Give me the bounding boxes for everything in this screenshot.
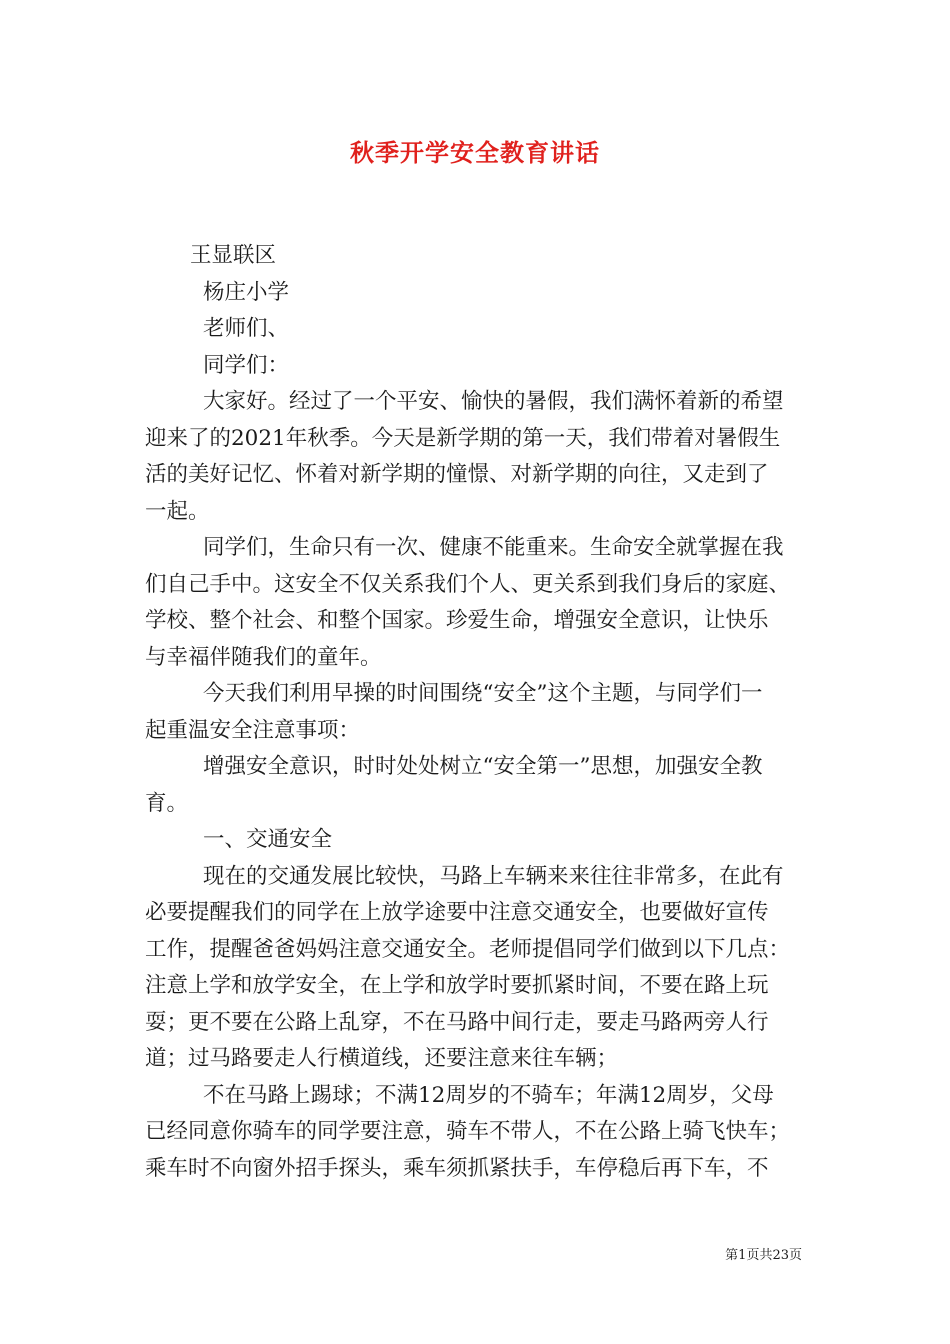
text-line: 耍；更不要在公路上乱穿，不在马路中间行走，要走马路两旁人行 [145,1009,769,1035]
text-line: 与幸福伴随我们的童年。 [145,644,382,670]
text-line: 已经同意你骑车的同学要注意，骑车不带人，不在公路上骑飞快车； [145,1119,791,1144]
document-title: 秋季开学安全教育讲话 [350,138,600,167]
text-line: 们自己手中。这安全不仅关系我们个人、更关系到我们身后的家庭、 [145,571,791,597]
text-line: 不在马路上踢球；不满12周岁的不骑车；年满12周岁，父母 [203,1082,774,1108]
text-line: 一、交通安全 [203,827,333,852]
text-line: 起重温安全注意事项： [145,717,361,743]
text-line: 工作，提醒爸爸妈妈注意交通安全。老师提倡同学们做到以下几点： [145,936,791,962]
text-line: 育。 [145,790,189,816]
text-line: 乘车时不向窗外招手探头，乘车须抓紧扶手，车停稳后再下车，不 [145,1155,769,1181]
text-line: 一起。 [145,498,210,524]
text-line: 道；过马路要走人行横道线，还要注意来往车辆； [145,1046,619,1071]
text-line: 大家好。经过了一个平安、愉快的暑假，我们满怀着新的希望 [203,389,784,414]
text-line: 现在的交通发展比较快，马路上车辆来来往往非常多，在此有 [203,863,784,889]
text-line: 迎来了的2021年秋季。今天是新学期的第一天，我们带着对暑假生 [145,425,781,451]
text-line: 今天我们利用早操的时间围绕“安全”这个主题，与同学们一 [203,681,763,706]
text-line: 活的美好记忆、怀着对新学期的憧憬、对新学期的向往，又走到了 [145,462,769,487]
document-body [145,238,810,1187]
page-footer: 第1页共23页 [725,1248,802,1263]
text-line: 同学们： [203,352,290,378]
text-line: 王显联区 [190,243,277,268]
text-line: 必要提醒我们的同学在上放学途要中注意交通安全，也要做好宣传 [145,900,769,925]
text-line: 增强安全意识，时时处处树立“安全第一”思想，加强安全教 [203,754,763,779]
text-line: 注意上学和放学安全，在上学和放学时要抓紧时间，不要在路上玩 [145,973,769,998]
text-line: 杨庄小学 [203,279,290,305]
text-line: 老师们、 [203,316,290,341]
text-line: 同学们，生命只有一次、健康不能重来。生命安全就掌握在我 [203,535,784,560]
text-line: 学校、整个社会、和整个国家。珍爱生命，增强安全意识，让快乐 [145,608,769,633]
